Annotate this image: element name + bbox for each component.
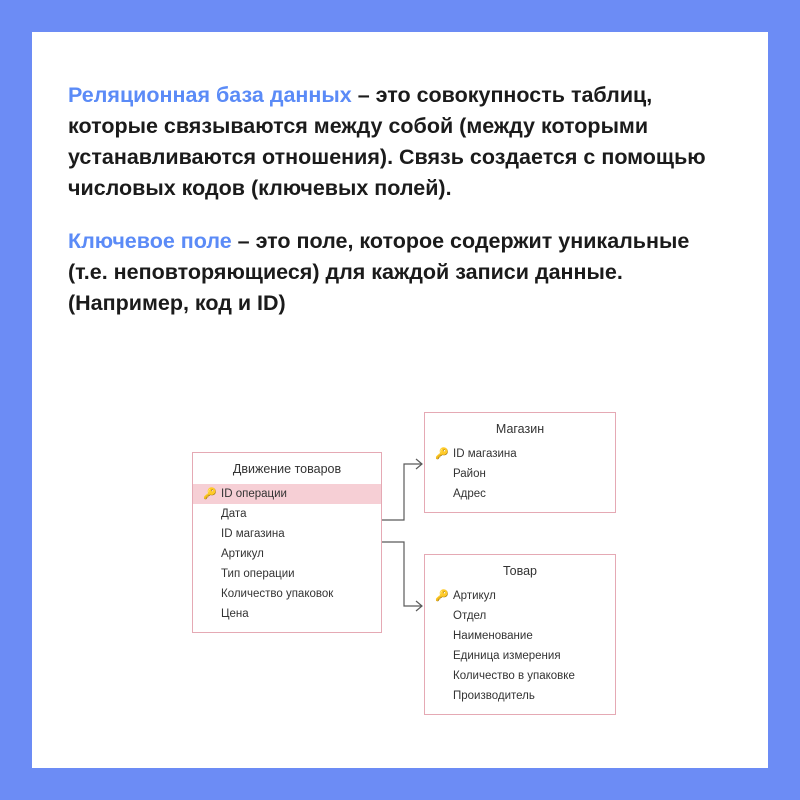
field-row[interactable]	[193, 604, 381, 624]
field-label: Район	[453, 468, 486, 480]
key-icon: 🔑	[435, 448, 449, 460]
field-row[interactable]	[425, 666, 615, 686]
field-row[interactable]	[425, 626, 615, 646]
table-shop[interactable]	[424, 412, 616, 513]
text-content	[68, 80, 728, 341]
field-label: Тип операции	[221, 568, 295, 580]
key-icon: 🔑	[435, 590, 449, 602]
field-label: Производитель	[453, 690, 535, 702]
term-key-field: Ключевое поле	[68, 229, 232, 253]
field-label: Цена	[221, 608, 249, 620]
field-label: Артикул	[221, 548, 264, 560]
definition-key-field: – это поле, которое содержит уникальные (т.е. неповторяющиеся) для каждой записи данные. (Например, код и ID)	[68, 229, 690, 315]
table-goods-fields	[425, 586, 615, 714]
field-row[interactable]	[193, 504, 381, 524]
field-label: ID магазина	[221, 528, 285, 540]
field-label: Адрес	[453, 488, 486, 500]
paragraph-relational-db	[68, 80, 728, 204]
field-row[interactable]	[425, 586, 615, 606]
definition-relational-db: – это совокупность таблиц, которые связываются между собой (между которыми устанавливаются отношения). Связь создается с помощью числовых кодов (ключевых полей).	[68, 83, 706, 200]
field-row[interactable]	[193, 524, 381, 544]
table-shop-title: Магазин	[495, 422, 545, 436]
field-label: ID операции	[221, 488, 287, 500]
term-relational-db: Реляционная база данных	[68, 83, 352, 107]
field-row[interactable]	[425, 484, 615, 504]
table-shop-fields	[425, 444, 615, 512]
field-label: Единица измерения	[453, 650, 561, 662]
table-movement-title: Движение товаров	[232, 462, 342, 476]
paragraph-key-field	[68, 226, 728, 319]
field-row[interactable]	[193, 584, 381, 604]
field-row[interactable]	[425, 606, 615, 626]
table-movement[interactable]	[192, 452, 382, 633]
field-label: ID магазина	[453, 448, 517, 460]
field-label: Количество упаковок	[221, 588, 334, 600]
field-row[interactable]	[425, 646, 615, 666]
field-row[interactable]	[193, 544, 381, 564]
field-row[interactable]	[425, 686, 615, 706]
field-row[interactable]	[425, 444, 615, 464]
field-label: Дата	[221, 508, 247, 520]
key-icon: 🔑	[203, 488, 217, 500]
field-row[interactable]	[425, 464, 615, 484]
field-label: Артикул	[453, 590, 496, 602]
table-goods[interactable]	[424, 554, 616, 715]
slide-canvas	[32, 32, 768, 768]
field-row[interactable]	[193, 564, 381, 584]
table-movement-fields	[193, 484, 381, 632]
table-goods-title: Товар	[502, 564, 537, 578]
field-label: Количество в упаковке	[453, 670, 575, 682]
er-diagram	[32, 402, 768, 742]
relation-connectors	[32, 402, 768, 742]
field-label: Наименование	[453, 630, 533, 642]
field-row[interactable]	[193, 484, 381, 504]
field-label: Отдел	[453, 610, 487, 622]
